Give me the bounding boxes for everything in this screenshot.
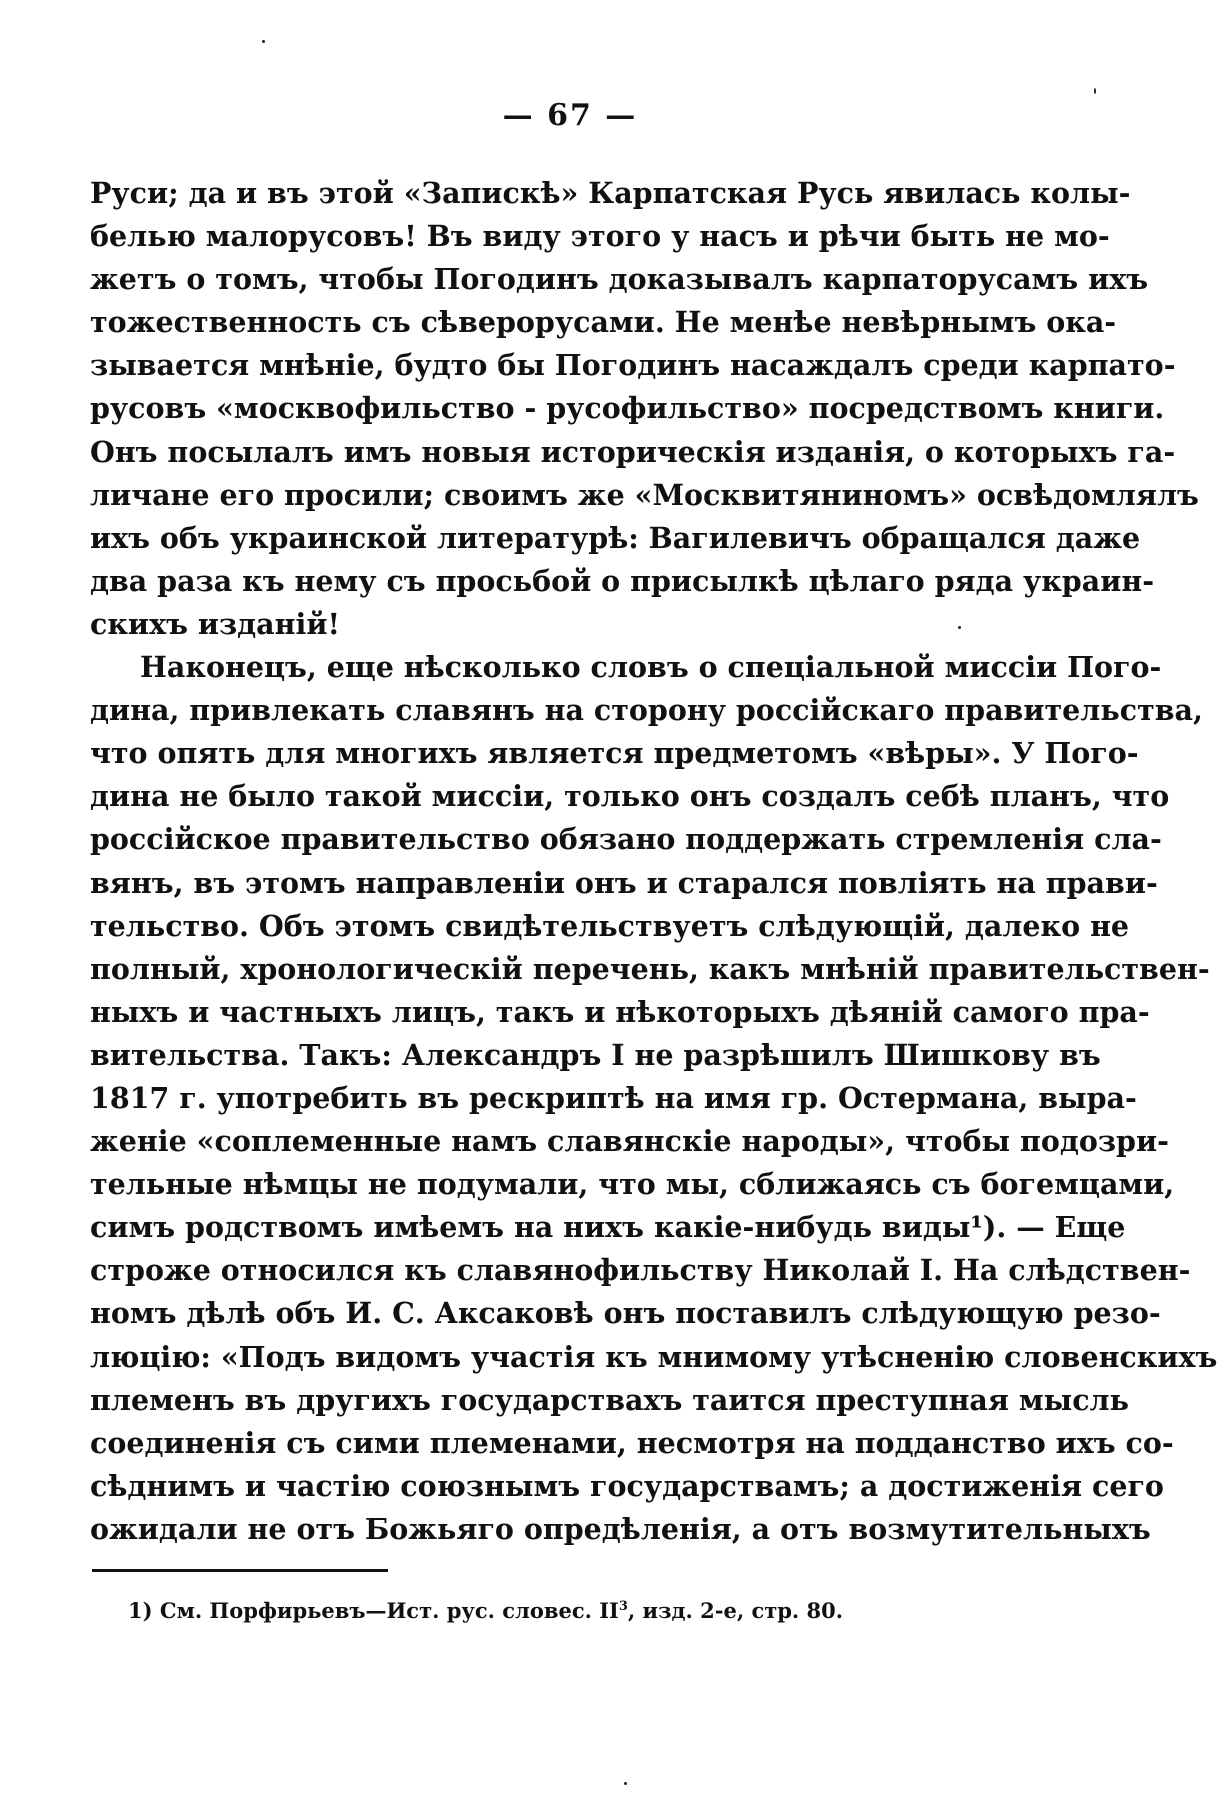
text-line: россійское правительство обязано поддержать стремленія сла- xyxy=(90,822,1162,857)
text-line: соединенія съ сими племенами, несмотря на подданство ихъ со- xyxy=(90,1425,1174,1460)
body-text xyxy=(90,172,1217,1551)
text-line: сѣднимъ и частію союзнымъ государствамъ; а достиженія сего xyxy=(90,1468,1164,1503)
text-line: два раза къ нему съ просьбой о присылкѣ цѣлаго ряда украин- xyxy=(90,563,1155,598)
text-line: 1817 г. употребить въ рескриптѣ на имя гр. Остермана, выра- xyxy=(90,1080,1137,1115)
text-line: тельные нѣмцы не подумали, что мы, сближаясь съ богемцами, xyxy=(90,1167,1175,1202)
text-line: дина не было такой миссіи, только онъ создалъ себѣ планъ, что xyxy=(90,779,1170,814)
text-line: личане его просили; своимъ же «Москвитяниномъ» освѣдомлялъ xyxy=(90,477,1199,512)
text-line: тожественность съ сѣверорусами. Не менѣе невѣрнымъ ока- xyxy=(90,305,1117,340)
paragraph-start-line: Наконецъ, еще нѣсколько словъ о спеціальной миссіи Пого- xyxy=(140,650,1162,685)
text-line: строже относился къ славянофильству Николай I. На слѣдствен- xyxy=(90,1253,1191,1288)
text-line: вянъ, въ этомъ направленіи онъ и старался повліять на прави- xyxy=(90,865,1158,900)
print-speck xyxy=(958,626,961,629)
text-line: белью малорусовъ! Въ виду этого у насъ и рѣчи быть не мо- xyxy=(90,219,1110,254)
text-line: что опять для многихъ является предметомъ «вѣры». У Пого- xyxy=(90,736,1139,771)
text-line: русовъ «москвофильство - русофильство» посредствомъ книги. xyxy=(90,391,1165,426)
text-line: племенъ въ другихъ государствахъ таится преступная мысль xyxy=(90,1382,1129,1417)
text-line: жетъ о томъ, чтобы Погодинъ доказывалъ карпаторусамъ ихъ xyxy=(90,262,1149,297)
footnote xyxy=(128,1598,843,1623)
footnote-text-rest: , изд. 2-е, стр. 80. xyxy=(627,1598,844,1623)
text-line: полный, хронологическій перечень, какъ мнѣній правительствен- xyxy=(90,951,1210,986)
print-speck xyxy=(1094,88,1096,94)
text-line: симъ родствомъ имѣемъ на нихъ какіе-нибудь виды¹). — Еще xyxy=(90,1210,1126,1245)
footnote-text: 1) См. Порфирьевъ—Ист. рус. словес. II xyxy=(128,1598,619,1623)
text-line: вительства. Такъ: Александръ I не разрѣшилъ Шишкову въ xyxy=(90,1037,1101,1072)
text-line: Онъ посылалъ имъ новыя историческія изданія, о которыхъ га- xyxy=(90,434,1176,469)
print-speck xyxy=(624,1782,627,1785)
text-line: дина, привлекать славянъ на сторону россійскаго правительства, xyxy=(90,693,1203,728)
text-line: номъ дѣлѣ объ И. С. Аксаковѣ онъ поставилъ слѣдующую резо- xyxy=(90,1296,1161,1331)
text-line: ныхъ и частныхъ лицъ, такъ и нѣкоторыхъ дѣяній самого пра- xyxy=(90,994,1150,1029)
text-line: женіе «соплеменные намъ славянскіе народы», чтобы подозри- xyxy=(90,1124,1169,1159)
footnote-superscript: 3 xyxy=(618,1599,628,1614)
footnote-divider xyxy=(92,1569,388,1572)
text-line: люцію: «Подъ видомъ участія къ мнимому утѣсненію словенскихъ xyxy=(90,1339,1217,1374)
text-line: ихъ объ украинской литературѣ: Вагилевичъ обращался даже xyxy=(90,520,1141,555)
text-line: скихъ изданій! xyxy=(90,606,340,641)
print-speck xyxy=(262,40,265,43)
page-number: — 67 — xyxy=(502,98,638,133)
text-line: тельство. Объ этомъ свидѣтельствуетъ слѣдующій, далеко не xyxy=(90,908,1130,943)
text-line: ожидали не отъ Божьяго опредѣленія, а отъ возмутительныхъ xyxy=(90,1511,1151,1546)
text-line: Руси; да и въ этой «Запискѣ» Карпатская Русь явилась колы- xyxy=(90,176,1131,210)
text-line: зывается мнѣніе, будто бы Погодинъ насаждалъ среди карпато- xyxy=(90,348,1176,383)
